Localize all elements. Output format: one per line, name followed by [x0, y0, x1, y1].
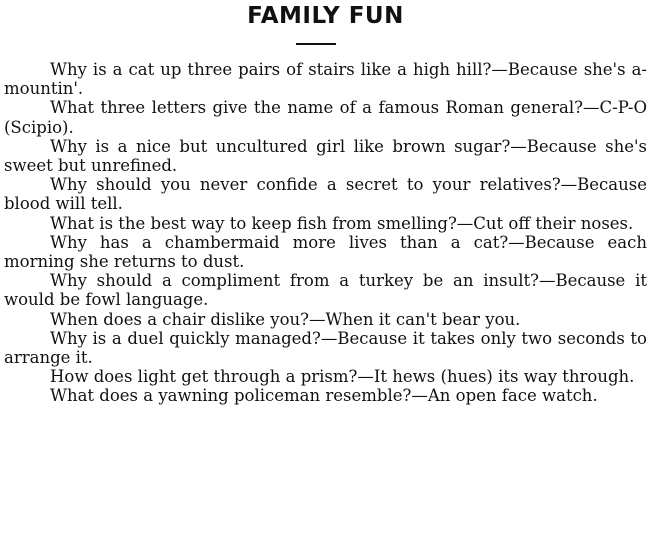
- joke-paragraph: Why should you never confide a secret to your relatives?—Because blood will tell.: [4, 175, 647, 214]
- joke-paragraph: How does light get through a prism?—It hews (hues) its way through.: [50, 367, 635, 387]
- joke-paragraph: Why has a chambermaid more lives than a cat?—Because each morning she returns to dust.: [4, 232, 647, 272]
- joke-paragraph: What does a yawning policeman resemble?—An open face watch.: [50, 386, 598, 406]
- joke-paragraph: Why should a compliment from a turkey be an insult?—Because it would be fowl language.: [4, 271, 647, 310]
- article-title: FAMILY FUN: [247, 3, 404, 29]
- joke-paragraph: Why is a nice but uncultured girl like brown sugar?—Because she's sweet but unrefined.: [4, 136, 647, 176]
- joke-paragraph: When does a chair dislike you?—When it can't bear you.: [50, 309, 521, 329]
- joke-paragraph: What is the best way to keep fish from smelling?—Cut off their noses.: [50, 213, 634, 233]
- title-rule: [296, 43, 336, 45]
- joke-paragraph: Why is a duel quickly managed?—Because it takes only two seconds to arrange it.: [4, 328, 647, 368]
- joke-paragraph: What three letters give the name of a famous Roman general?—C-P-O (Scipio).: [4, 98, 647, 137]
- jokes-list: [4, 60, 647, 406]
- joke-paragraph: Why is a cat up three pairs of stairs like a high hill?—Because she's a-mountin'.: [4, 60, 647, 99]
